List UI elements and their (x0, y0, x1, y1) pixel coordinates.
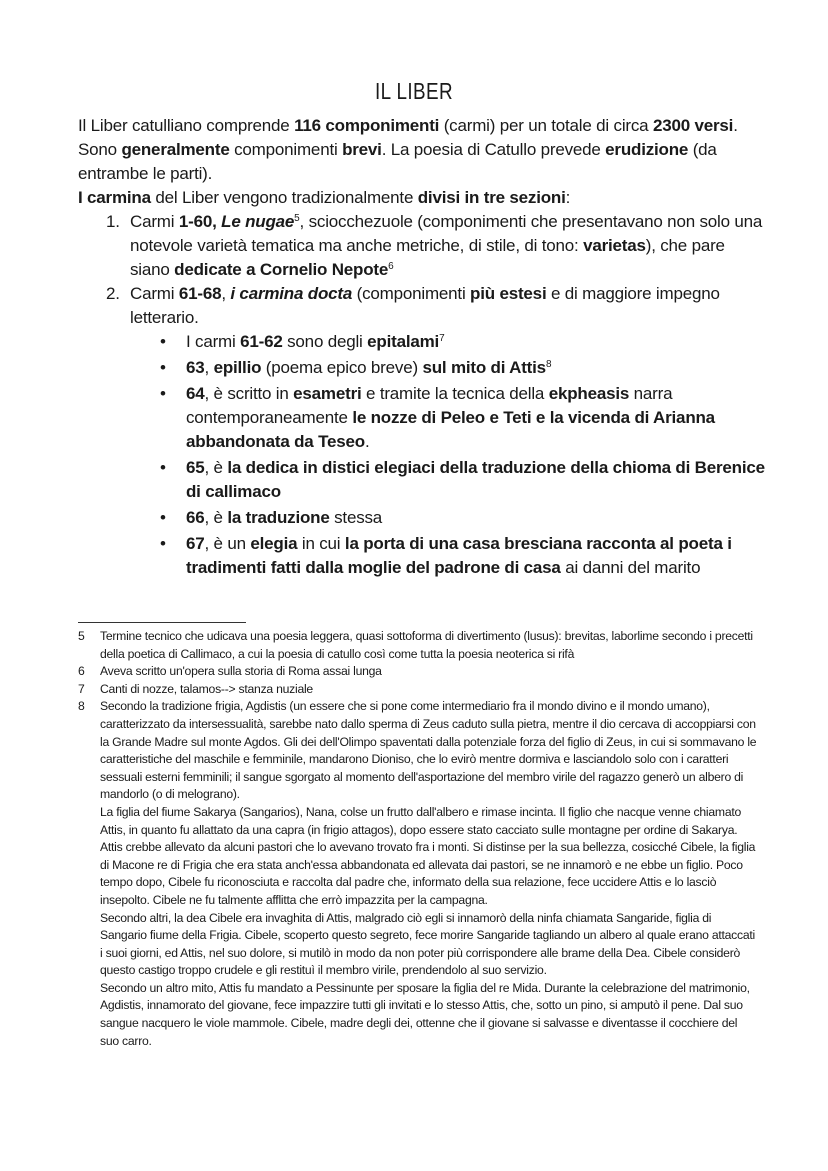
text-run: (poema epico breve) (261, 358, 423, 377)
bold-run: sul mito di Attis (422, 358, 546, 377)
footnote-ref[interactable]: 6 (388, 261, 394, 272)
bold-run: la porta di una casa bresciana racconta al poeta i tradimenti fatti dalla moglie del padrone di casa (186, 534, 732, 577)
bold-run: più estesi (470, 284, 547, 303)
main-text (78, 114, 768, 582)
text-run: ), che pare siano (130, 236, 725, 279)
text-run: (componimenti (352, 284, 471, 303)
list-number: 1. (106, 212, 120, 231)
text-run: , è (204, 458, 228, 477)
bold-run: esametri (293, 384, 362, 403)
text-run: I carmi (186, 332, 241, 351)
footnote-ref[interactable]: 7 (439, 333, 445, 344)
text-run: e di maggiore impegno letterario. (130, 284, 720, 327)
bullet-icon: • (160, 384, 166, 403)
poem-item-63 (160, 356, 768, 380)
bold-run: 1-60, (178, 212, 222, 231)
footnote-text: Secondo altri, la dea Cibele era invaghita di Attis, malgrado ciò egli si innamorò della ninfa chiamata Sangaride, figlia di Sangario fiume della Frigia. Cibele, scoperto questo segreto, fece morire Sangaride tagliando un albero al quale erano attaccati i suoi giorni, ed Attis, nel suo dolore, si mutilò in modo da non poter più corrispondere alle brame della Dea. Cibele considerò questo castigo troppo crudele e gli restituì il membro virile, prendendolo al suo servizio. (100, 910, 755, 978)
text-run: Carmi (130, 212, 179, 231)
text-run: , è un (204, 534, 251, 553)
text-run: sono degli (282, 332, 368, 351)
bullet-icon: • (160, 332, 166, 351)
text-run: in cui (297, 534, 345, 553)
text-run: . (364, 432, 370, 451)
bold-run: erudizione (605, 140, 689, 159)
footnote-8 (78, 698, 758, 1050)
bold-run: ekpheasis (548, 384, 630, 403)
text-run: . (733, 116, 738, 135)
bold-run: 2300 versi (652, 116, 734, 135)
list-number: 2. (106, 284, 120, 303)
intro-paragraph-1 (78, 114, 768, 138)
footnote-text: Secondo la tradizione frigia, Agdistis (un essere che si pone come intermediario fra il mondo divino e il mondo umano), caratterizzato da intersessualità, sarebbe nato dallo sperma di Zeus caduto sulla pietra, mentre il dio cercava di accoppiarsi con la Grande Madre sul monte Agdos. Gli dei dell'Olimpo spaventati dalla potenziale forza del figlio di Zeus, in cui si sommavano le caratteristiche del maschile e femminile, mandarono Dioniso, che lo evirò mentre dormiva e lasciandolo solo con i caratteri sessuali esterni femminili; il sangue sgorgato al momento dell'asportazione del membro virile del ragazzo generò un albero di mandorlo (o di melograno). (100, 699, 757, 802)
bold-run: generalmente (121, 140, 230, 159)
bullet-icon: • (160, 358, 166, 377)
text-run: e tramite la tecnica della (361, 384, 549, 403)
footnote-number: 7 (78, 681, 85, 696)
bold-run: elegia (250, 534, 298, 553)
poems-list (130, 330, 768, 580)
bold-run: 61-62 (240, 332, 283, 351)
bullet-icon: • (160, 508, 166, 527)
footnote-number: 8 (78, 699, 85, 714)
footnote-ref[interactable]: 5 (294, 213, 300, 224)
text-run: Carmi (130, 284, 179, 303)
intro-paragraph-3 (78, 186, 768, 210)
text-run: ai danni del marito (560, 558, 701, 577)
footnote-separator (78, 622, 246, 623)
bold-run: la traduzione (227, 508, 330, 527)
footnote-text: Attis crebbe allevato da alcuni pastori che lo avevano trovato fra i monti. Si distinse per la sua bellezza, cosicché Cibele, la figlia di Macone re di Frigia che era stata anch'essa abbandonata ed allevata dai pastori, se ne innamorò e ne ebbe un figlio. Poco tempo dopo, Cibele fu riconosciuta e raccolta dal padre che, informato della sua relazione, fece uccidere Attis e lo lasciò insepolto. Cibele ne fu talmente afflitta che errò impazzita per la campagna. (100, 840, 756, 907)
bold-run: epillio (213, 358, 262, 377)
text-run: del Liber vengono tradizionalmente (150, 188, 418, 207)
bold-run: la dedica in distici elegiaci della traduzione della chioma di Berenice di callimaco (186, 458, 765, 501)
bold-run: dedicate a Cornelio Nepote (174, 260, 389, 279)
text-run: (carmi) per un totale di circa (439, 116, 653, 135)
text-run: stessa (329, 508, 383, 527)
poem-item-67 (160, 532, 768, 580)
bold-run: 64 (186, 384, 205, 403)
footnote-7 (78, 681, 758, 699)
bold-run: varietas (583, 236, 646, 255)
bold-run: 61-68 (178, 284, 222, 303)
text-run: (da entrambe le parti). (78, 140, 717, 183)
footnote-number: 5 (78, 629, 85, 643)
poem-item-66 (160, 506, 768, 530)
footnote-text: Canti di nozze, talamos--> stanza nuziale (100, 681, 313, 696)
page-title: IL LIBER (374, 78, 454, 104)
footnotes (78, 628, 758, 1050)
text-run: , è scritto in (204, 384, 294, 403)
text-run: componimenti (229, 140, 343, 159)
bold-run: 63 (186, 358, 205, 377)
poem-item-65 (160, 456, 768, 504)
bold-run: le nozze di Peleo e Teti e la vicenda di Arianna abbandonata da Teseo (186, 408, 715, 451)
footnote-text: Termine tecnico che udicava una poesia leggera, quasi sottoforma di divertimento (lusus): brevitas, laborlime secondo i precetti della poetica di Callimaco, a cui la poesia di catullo così come tutta la poesia neoterica si rifà (100, 629, 753, 661)
text-run: : (565, 188, 571, 207)
text-run: , (204, 358, 214, 377)
bold-run: 65 (186, 458, 205, 477)
text-run: narra contemporaneamente (186, 384, 673, 427)
bold-italic-run: i carmina docta (230, 284, 353, 303)
footnote-6 (78, 663, 758, 681)
bold-run: 116 componimenti (294, 116, 440, 135)
bold-run: 66 (186, 508, 205, 527)
text-run: Sono (78, 140, 122, 159)
sections-list (78, 210, 768, 580)
footnote-text: Aveva scritto un'opera sulla storia di Roma assai lunga (100, 664, 382, 679)
section-item-2 (106, 282, 768, 580)
text-run: , sciocchezuole (componimenti che presentavano non solo una notevole varietà tematica ma anche metriche, di stile, di tono: (130, 212, 763, 255)
bullet-icon: • (160, 534, 166, 553)
text-run: Il Liber catulliano comprende (78, 116, 295, 135)
bold-run: epitalami (367, 332, 440, 351)
text-run: , è (204, 508, 228, 527)
bold-run: I carmina (78, 188, 151, 207)
footnote-number: 6 (78, 664, 85, 679)
poem-item-61-62 (160, 330, 768, 354)
bullet-icon: • (160, 458, 166, 477)
bold-run: brevi (342, 140, 382, 159)
footnote-text: La figlia del fiume Sakarya (Sangarios), Nana, colse un frutto dall'albero e rimase incinta. Il figlio che nacque venne chiamato Attis, in quanto fu allattato da una capra (in frigio attagos), dopo essere stato cacciato sulle montagne per ordine di Sakarya. (100, 804, 742, 837)
text-run: , (221, 284, 231, 303)
footnote-ref[interactable]: 8 (545, 359, 552, 370)
bold-run: divisi in tre sezioni (417, 188, 566, 207)
section-item-1 (106, 210, 768, 282)
poem-item-64 (160, 382, 768, 454)
text-run: . La poesia di Catullo prevede (381, 140, 606, 159)
footnote-text: Secondo un altro mito, Attis fu mandato a Pessinunte per sposare la figlia del re Mida. Durante la celebrazione del matrimonio, Agdistis, innamorato del giovane, fece impazzire tutti gli invitati e lo stesso Attis, che, sotto un pino, si amputò il pene. Dal suo sangue nacquero le viole mammole. Cibele, madre degli dei, ottenne che il giovane si salvasse e diventasse il cocchiere del suo carro. (100, 980, 750, 1048)
footnote-5 (78, 628, 758, 663)
bold-run: 67 (186, 534, 205, 553)
bold-italic-run: Le nugae (221, 212, 295, 231)
intro-paragraph-2 (78, 138, 768, 186)
